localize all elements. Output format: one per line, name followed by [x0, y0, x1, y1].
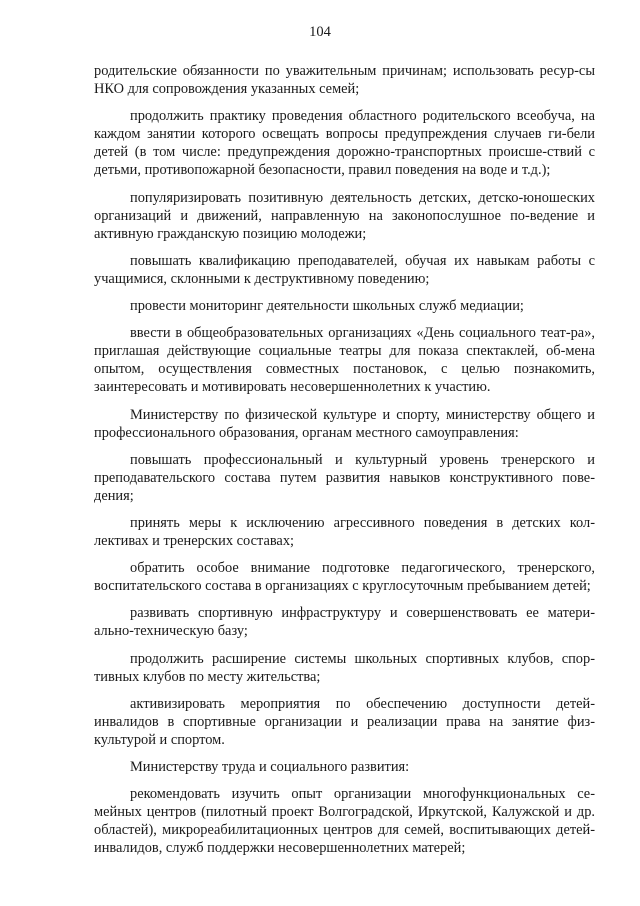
paragraph: принять меры к исключению агрессивного поведения в детских кол-лективах и тренерских составах;	[94, 514, 595, 550]
paragraph: провести мониторинг деятельности школьных служб медиации;	[130, 298, 524, 315]
paragraph: продолжить расширение системы школьных спортивных клубов, спор-тивных клубов по месту жительства;	[94, 650, 595, 685]
body-text	[94, 62, 595, 866]
paragraph: популяризировать позитивную деятельность детских, детско-юношеских организаций и движений, направленную на законопослушное по-ведение и активную гражданскую позицию молодежи;	[94, 189, 595, 242]
paragraph: рекомендовать изучить опыт организации многофункциональных се-мейных центров (пилотный проект Волгоградской, Иркутской, Калужской и др. областей), микрореабилитационных центров для семей, воспитывающих детей-инвалидов, служб поддержки несовершеннолетних матерей;	[94, 786, 595, 857]
paragraph: ввести в общеобразовательных организациях «День социального теат-ра», приглашая действующие социальные театры для показа спектаклей, об-мена опытом, осуществления совместных постановок, с целью познакомить, заинтересовать и мотивировать несовершеннолетних к участию.	[94, 325, 595, 396]
paragraph: родительские обязанности по уважительным причинам; использовать ресур-сы НКО для сопровождения указанных семей;	[94, 63, 595, 98]
paragraph: Министерству труда и социального развития:	[130, 759, 410, 775]
paragraph: Министерству по физической культуре и спорту, министерству общего и профессионального образования, органам местного самоуправления:	[94, 406, 595, 441]
page-number: 104	[309, 24, 331, 40]
paragraph: повышать профессиональный и культурный уровень тренерского и преподавательского состава путем развития навыков конструктивного пове-дения;	[94, 451, 595, 504]
paragraph: повышать квалификацию преподавателей, обучая их навыкам работы с учащимися, склонными к деструктивному поведению;	[94, 252, 595, 287]
paragraph: продолжить практику проведения областного родительского всеобуча, на каждом занятии которого освещать вопросы предупреждения случаев ги-бели детей (в том числе: предупреждения дорожно-транспортных происше-ствий с детьми, противопожарной безопасности, правил поведения на воде и т.д.);	[94, 108, 595, 179]
paragraph: активизировать мероприятия по обеспечению доступности детей-инвалидов в спортивные организации и реализации права на занятие физ-культурой и спортом.	[94, 695, 595, 748]
paragraph: развивать спортивную инфраструктуру и совершенствовать ее матери-ально-техническую базу;	[94, 605, 595, 640]
paragraph: обратить особое внимание подготовке педагогического, тренерского, воспитательского состава в организациях с круглосуточным пребыванием детей;	[94, 560, 595, 595]
